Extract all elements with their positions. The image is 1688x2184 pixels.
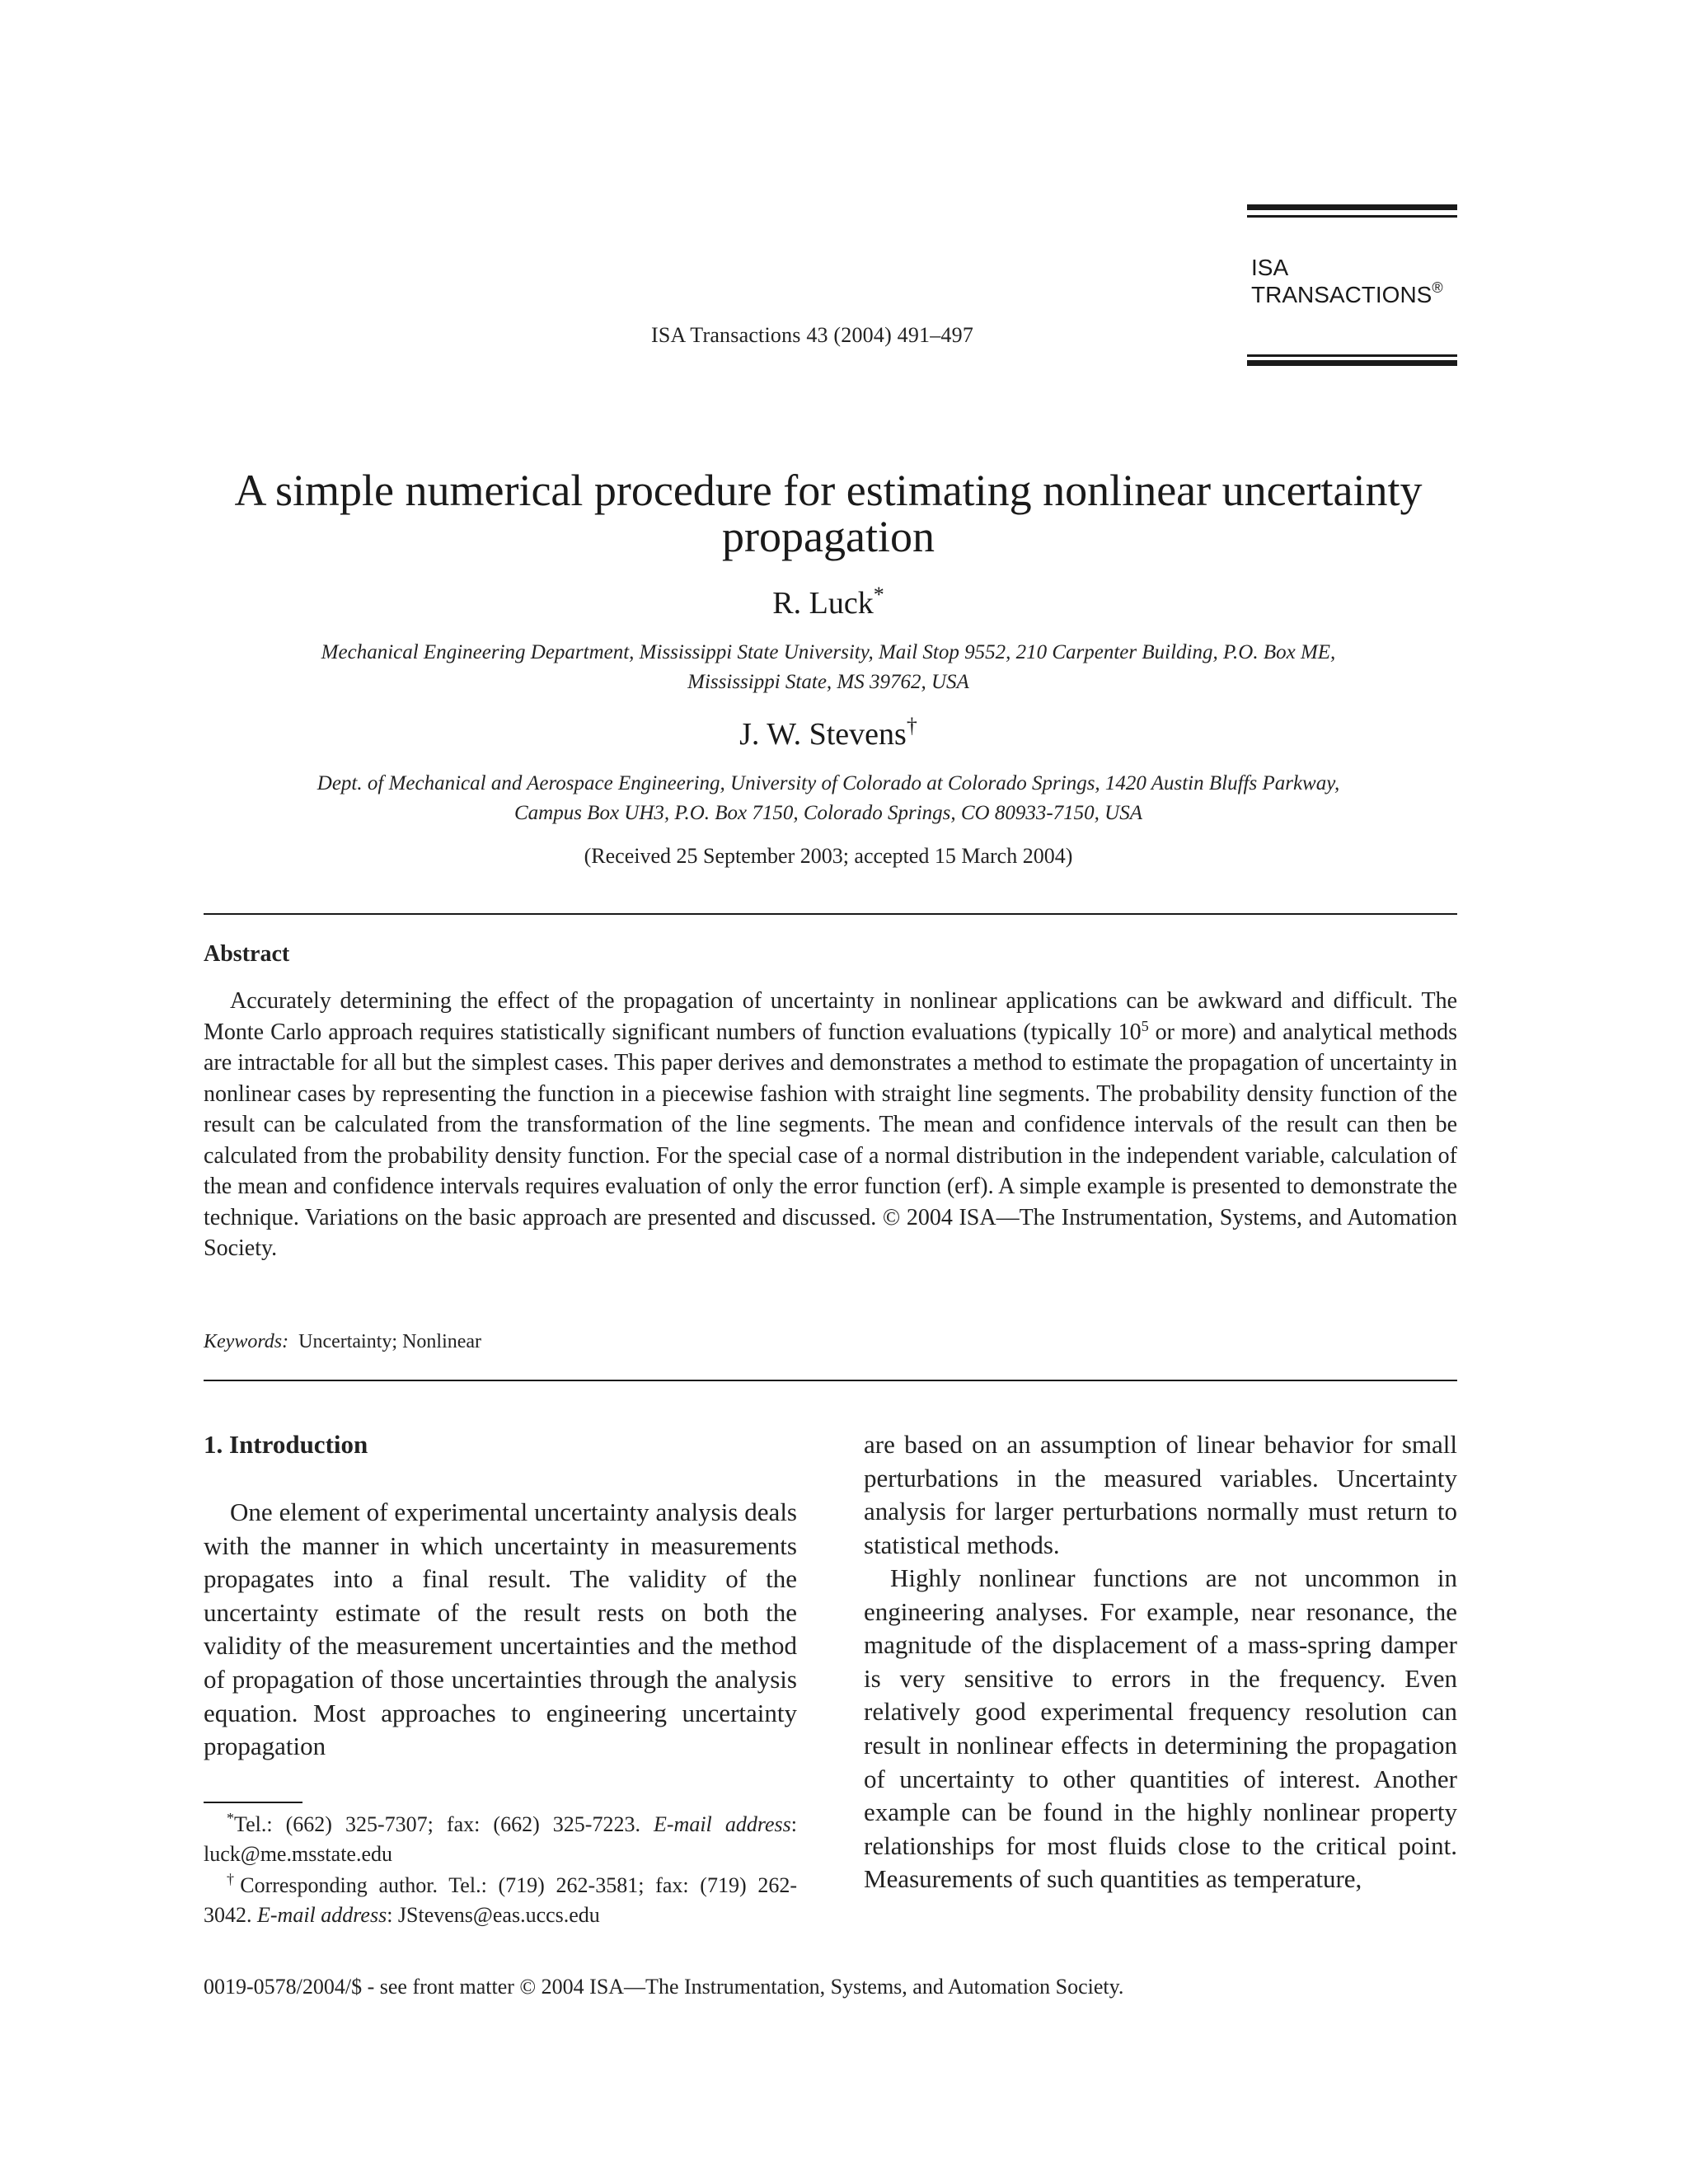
author-2 bbox=[198, 716, 1459, 752]
logo-line1: ISA bbox=[1251, 255, 1289, 280]
footnote-2-text: Corresponding author. Tel.: (719) 262-3581; fax: (719) 262-3042. bbox=[204, 1873, 797, 1927]
header-rule-bottom-thick bbox=[1247, 360, 1457, 366]
title-line-1: A simple numerical procedure for estimating nonlinear uncertainty bbox=[234, 466, 1423, 515]
footnote-1-text: Tel.: (662) 325-7307; fax: (662) 325-7223. bbox=[234, 1812, 654, 1836]
footnote-2-email-label: E-mail address bbox=[257, 1903, 387, 1927]
author-2-name: J. W. Stevens bbox=[739, 717, 907, 752]
footnote-2-mark: † bbox=[227, 1871, 241, 1887]
author-1-name: R. Luck bbox=[772, 586, 874, 621]
copyright-line: 0019-0578/2004/$ - see front matter © 2004 ISA—The Instrumentation, Systems, and Automation Society. bbox=[204, 1975, 1124, 1999]
header-rule-top-thick bbox=[1247, 204, 1457, 210]
affiliation-1-line-1: Mechanical Engineering Department, Mississippi State University, Mail Stop 9552, 210 Carpenter Building, P.O. Box ME, bbox=[321, 641, 1336, 663]
abstract-text-part-a: Accurately determining the effect of the propagation of uncertainty in nonlinear applications can be awkward and difficult. The Monte Carlo approach requires statistically significant numbers of function evaluations (typically 10 bbox=[204, 988, 1457, 1045]
abstract-text bbox=[204, 986, 1457, 1264]
keywords bbox=[204, 1331, 481, 1353]
footnote-1-email: : luck@me.msstate.edu bbox=[204, 1812, 797, 1866]
intro-left-paragraph: One element of experimental uncertainty analysis deals with the manner in which uncertainty in measurements propagates into a final result. The validity of the uncertainty estimate of the result rests on both the validity of the measurement uncertainties and the method of propagation of those uncertainties through the analysis equation. Most approaches to engineering uncertainty propagation bbox=[204, 1497, 797, 1761]
affiliation-1-line-2: Mississippi State, MS 39762, USA bbox=[687, 671, 969, 693]
divider-top bbox=[204, 913, 1457, 915]
footnote-rule bbox=[204, 1802, 302, 1803]
author-2-affiliation bbox=[214, 769, 1442, 828]
registered-mark: ® bbox=[1432, 279, 1443, 296]
intro-right-paragraph-2: Highly nonlinear functions are not uncommon in engineering analyses. For example, near resonance, the magnitude of the displacement of a mass-spring damper is very sensitive to errors in the frequency. Even relatively good experimental frequency resolution can result in nonlinear effects in determining the propagation of uncertainty to other quantities of interest. Another example can be found in the highly nonlinear property relationships for most fluids close to the critical point. Measurements of such quantities as temperature, bbox=[864, 1563, 1457, 1894]
footnote-2-email: : JStevens@eas.uccs.edu bbox=[387, 1903, 600, 1927]
journal-logo bbox=[1251, 254, 1443, 308]
keywords-value: Uncertainty; Nonlinear bbox=[298, 1331, 482, 1352]
journal-reference: ISA Transactions 43 (2004) 491–497 bbox=[651, 323, 974, 347]
abstract-exponent: 5 bbox=[1141, 1017, 1149, 1034]
title-line-2: propagation bbox=[722, 512, 935, 561]
affiliation-2-line-2: Campus Box UH3, P.O. Box 7150, Colorado Springs, CO 80933-7150, USA bbox=[513, 802, 1143, 824]
abstract-text-part-b: or more) and analytical methods are intractable for all but the simplest cases. This paper derives and demonstrates a method to estimate the propagation of uncertainty in nonlinear cases by representing the function in a piecewise fashion with straight line segments. The probability density function of the result can be calculated from the transformation of the line segments. The mean and confidence intervals of the result can then be calculated from the probability density function. For the special case of a normal distribution in the independent variable, calculation of the mean and confidence intervals requires evaluation of only the error function (erf). A simple example is presented to demonstrate the technique. Variations on the basic approach are presented and discussed. © 2004 ISA—The Instrumentation, Systems, and Automation Society. bbox=[204, 1019, 1457, 1261]
divider-bottom bbox=[204, 1380, 1457, 1381]
section-heading-introduction: 1. Introduction bbox=[204, 1430, 368, 1459]
author-1-affiliation bbox=[214, 638, 1442, 697]
abstract-heading: Abstract bbox=[204, 941, 290, 967]
logo-line2: TRANSACTIONS bbox=[1251, 282, 1432, 307]
header-rule-top-thin bbox=[1247, 215, 1457, 218]
author-1 bbox=[198, 585, 1459, 621]
footnote-2 bbox=[204, 1871, 797, 1930]
intro-right-paragraph-1: are based on an assumption of linear behavior for small perturbations in the measured variables. Uncertainty analysis for larger perturbations normally must return to statistical methods. bbox=[864, 1430, 1457, 1559]
affiliation-2-line-1: Dept. of Mechanical and Aerospace Engineering, University of Colorado at Colorado Springs, 1420 Austin Bluffs Parkway, bbox=[316, 772, 1340, 794]
keywords-label: Keywords: bbox=[204, 1331, 289, 1352]
footnote-1-mark: * bbox=[227, 1810, 234, 1826]
footnote-1-email-label: E-mail address bbox=[654, 1812, 791, 1836]
received-dates: (Received 25 September 2003; accepted 15 March 2004) bbox=[584, 844, 1073, 868]
footnote-1 bbox=[204, 1810, 797, 1869]
paper-title bbox=[198, 467, 1459, 560]
author-1-mark: * bbox=[873, 583, 884, 607]
header-rule-bottom-thin bbox=[1247, 354, 1457, 357]
author-2-mark: † bbox=[906, 714, 917, 738]
